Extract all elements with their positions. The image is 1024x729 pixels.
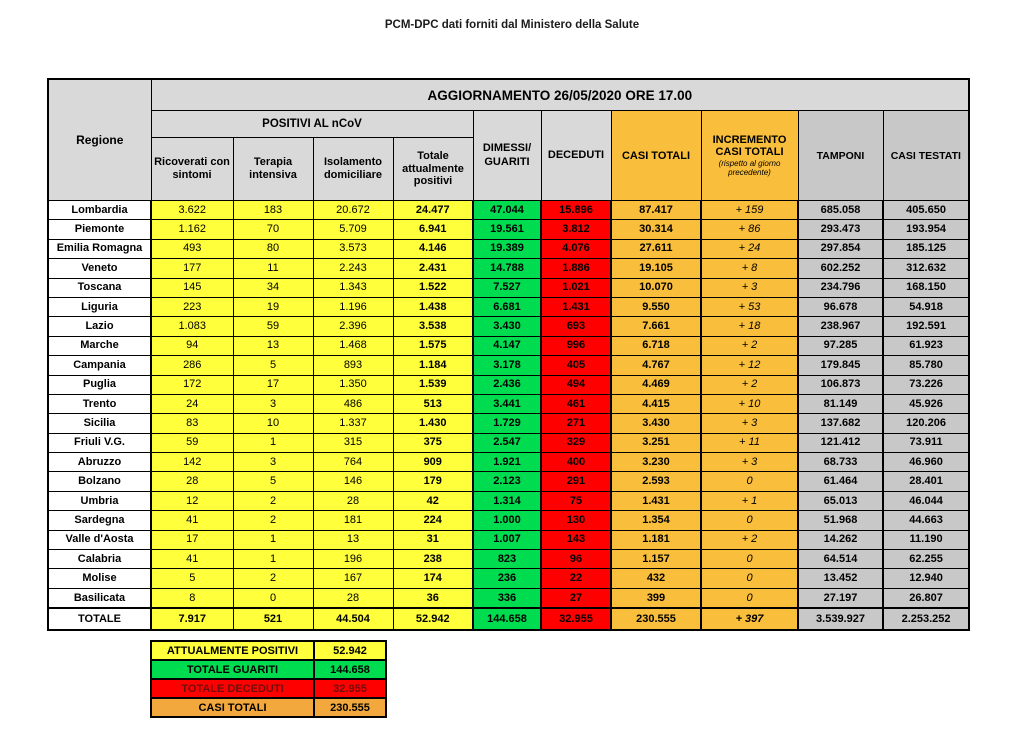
cell-totale-attualmente-positivi: 4.146 [393,239,473,258]
cell-deceduti: 461 [541,394,611,413]
cell-casi-testati: 54.918 [883,297,969,316]
table-row [48,414,969,433]
cell-regione: Campania [48,356,151,375]
header-positivi-group: POSITIVI AL nCoV [151,111,473,138]
cell-totale-attualmente-positivi: 238 [393,550,473,569]
table-row [48,278,969,297]
cell-terapia-intensiva: 2 [233,511,313,530]
cell-deceduti: 1.886 [541,259,611,278]
cell-incremento-casi-totali: + 53 [701,297,798,316]
covid-data-table [47,78,970,631]
cell-deceduti: 22 [541,569,611,588]
cell-casi-totali: 10.070 [611,278,701,297]
cell-ricoverati-con-sintomi: 172 [151,375,233,394]
cell-casi-testati: 168.150 [883,278,969,297]
cell-dimessi-guariti: 3.430 [473,317,541,336]
header-deceduti: DECEDUTI [541,111,611,201]
cell-dimessi-guariti: 1.314 [473,491,541,510]
cell-isolamento-domiciliare: 2.243 [313,259,393,278]
cell-casi-totali: 3.251 [611,433,701,452]
cell-terapia-intensiva: 1 [233,530,313,549]
table-row [48,394,969,413]
cell-totale-attualmente-positivi: 1.438 [393,297,473,316]
cell-isolamento-domiciliare: 1.337 [313,414,393,433]
cell-ricoverati-con-sintomi: 145 [151,278,233,297]
table-row [48,491,969,510]
cell-deceduti: 405 [541,356,611,375]
table-row [48,569,969,588]
cell-totale-attualmente-positivi: 31 [393,530,473,549]
cell-incremento-casi-totali: + 2 [701,336,798,355]
cell-deceduti: 130 [541,511,611,530]
cell-casi-totali: 1.354 [611,511,701,530]
cell-regione: Sicilia [48,414,151,433]
cell-casi-testati: 61.923 [883,336,969,355]
cell-incremento-casi-totali: + 1 [701,491,798,510]
cell-casi-totali: 87.417 [611,201,701,220]
summary-value-attualmente-positivi: 52.942 [314,641,386,660]
cell-casi-totali: 9.550 [611,297,701,316]
cell-regione: Calabria [48,550,151,569]
cell-tamponi: 234.796 [798,278,883,297]
cell-totale-attualmente-positivi: 6.941 [393,220,473,239]
cell-tamponi: 293.473 [798,220,883,239]
cell-terapia-intensiva: 183 [233,201,313,220]
cell-totale-attualmente-positivi: 1.184 [393,356,473,375]
cell-casi-testati: 405.650 [883,201,969,220]
cell-isolamento-domiciliare: 28 [313,588,393,608]
cell-dimessi-guariti: 1.729 [473,414,541,433]
summary-legend [150,640,387,718]
cell-casi-totali: 4.767 [611,356,701,375]
cell-casi-totali: 19.105 [611,259,701,278]
cell-ricoverati-con-sintomi: 5 [151,569,233,588]
table-row [48,317,969,336]
cell-totale-attualmente-positivi: 3.538 [393,317,473,336]
cell-terapia-intensiva: 17 [233,375,313,394]
cell-terapia-intensiva: 2 [233,491,313,510]
cell-casi-totali: 1.157 [611,550,701,569]
cell-tamponi: 14.262 [798,530,883,549]
cell-regione: Trento [48,394,151,413]
cell-tamponi: 51.968 [798,511,883,530]
cell-isolamento-domiciliare: 167 [313,569,393,588]
cell-dimessi-guariti: 6.681 [473,297,541,316]
cell-ricoverati-con-sintomi: 59 [151,433,233,452]
header-tamponi: TAMPONI [798,111,883,201]
cell-casi-totali: 6.718 [611,336,701,355]
cell-terapia-intensiva: 11 [233,259,313,278]
cell-totale-attualmente-positivi: 52.942 [393,608,473,630]
cell-dimessi-guariti: 2.547 [473,433,541,452]
cell-dimessi-guariti: 47.044 [473,201,541,220]
summary-row-totale-deceduti [151,679,386,698]
cell-tamponi: 238.967 [798,317,883,336]
cell-regione: Toscana [48,278,151,297]
cell-incremento-casi-totali: + 3 [701,278,798,297]
cell-incremento-casi-totali: + 397 [701,608,798,630]
cell-terapia-intensiva: 34 [233,278,313,297]
cell-deceduti: 15.896 [541,201,611,220]
cell-casi-totali: 3.230 [611,453,701,472]
cell-casi-totali: 432 [611,569,701,588]
cell-casi-testati: 45.926 [883,394,969,413]
cell-dimessi-guariti: 1.000 [473,511,541,530]
cell-tamponi: 64.514 [798,550,883,569]
cell-incremento-casi-totali: + 2 [701,530,798,549]
cell-ricoverati-con-sintomi: 286 [151,356,233,375]
table-row [48,201,969,220]
cell-casi-testati: 28.401 [883,472,969,491]
cell-terapia-intensiva: 5 [233,472,313,491]
cell-incremento-casi-totali: 0 [701,550,798,569]
cell-incremento-casi-totali: 0 [701,472,798,491]
cell-tamponi: 96.678 [798,297,883,316]
cell-regione: Piemonte [48,220,151,239]
cell-dimessi-guariti: 4.147 [473,336,541,355]
cell-dimessi-guariti: 3.178 [473,356,541,375]
cell-casi-totali: 2.593 [611,472,701,491]
cell-casi-totali: 30.314 [611,220,701,239]
cell-regione: Basilicata [48,588,151,608]
cell-dimessi-guariti: 19.561 [473,220,541,239]
cell-incremento-casi-totali: 0 [701,511,798,530]
cell-totale-attualmente-positivi: 909 [393,453,473,472]
cell-terapia-intensiva: 59 [233,317,313,336]
cell-casi-testati: 44.663 [883,511,969,530]
cell-totale-attualmente-positivi: 179 [393,472,473,491]
table-row [48,511,969,530]
cell-dimessi-guariti: 2.436 [473,375,541,394]
cell-casi-totali: 7.661 [611,317,701,336]
cell-isolamento-domiciliare: 44.504 [313,608,393,630]
cell-terapia-intensiva: 1 [233,550,313,569]
cell-isolamento-domiciliare: 5.709 [313,220,393,239]
cell-dimessi-guariti: 1.921 [473,453,541,472]
cell-deceduti: 494 [541,375,611,394]
summary-label-totale-deceduti: TOTALE DECEDUTI [151,679,314,698]
table-row [48,356,969,375]
cell-totale-attualmente-positivi: 513 [393,394,473,413]
cell-deceduti: 693 [541,317,611,336]
table-row [48,239,969,258]
table-row [48,530,969,549]
cell-deceduti: 1.021 [541,278,611,297]
cell-ricoverati-con-sintomi: 142 [151,453,233,472]
summary-value-totale-deceduti: 32.955 [314,679,386,698]
cell-tamponi: 3.539.927 [798,608,883,630]
cell-casi-testati: 2.253.252 [883,608,969,630]
cell-casi-testati: 62.255 [883,550,969,569]
cell-incremento-casi-totali: + 2 [701,375,798,394]
cell-isolamento-domiciliare: 764 [313,453,393,472]
cell-ricoverati-con-sintomi: 3.622 [151,201,233,220]
summary-label-casi-totali: CASI TOTALI [151,698,314,717]
cell-tamponi: 297.854 [798,239,883,258]
cell-totale-attualmente-positivi: 174 [393,569,473,588]
header-incremento-note: (rispetto al giorno precedente) [718,158,781,177]
cell-dimessi-guariti: 3.441 [473,394,541,413]
summary-value-casi-totali: 230.555 [314,698,386,717]
cell-isolamento-domiciliare: 146 [313,472,393,491]
cell-casi-totali: 4.469 [611,375,701,394]
cell-regione: Umbria [48,491,151,510]
cell-ricoverati-con-sintomi: 12 [151,491,233,510]
cell-tamponi: 68.733 [798,453,883,472]
cell-tamponi: 106.873 [798,375,883,394]
cell-casi-testati: 85.780 [883,356,969,375]
cell-isolamento-domiciliare: 1.468 [313,336,393,355]
header-aggiornamento: AGGIORNAMENTO 26/05/2020 ORE 17.00 [151,79,969,111]
table-row [48,220,969,239]
cell-terapia-intensiva: 80 [233,239,313,258]
cell-ricoverati-con-sintomi: 24 [151,394,233,413]
cell-casi-testati: 73.911 [883,433,969,452]
cell-tamponi: 61.464 [798,472,883,491]
cell-casi-testati: 193.954 [883,220,969,239]
cell-dimessi-guariti: 336 [473,588,541,608]
table-row [48,550,969,569]
header-isolamento-domiciliare: Isolamento domiciliare [313,138,393,201]
cell-totale-attualmente-positivi: 42 [393,491,473,510]
cell-isolamento-domiciliare: 486 [313,394,393,413]
cell-casi-testati: 120.206 [883,414,969,433]
cell-deceduti: 4.076 [541,239,611,258]
header-ricoverati-con-sintomi: Ricoverati con sintomi [151,138,233,201]
cell-incremento-casi-totali: + 159 [701,201,798,220]
cell-deceduti: 291 [541,472,611,491]
cell-regione: Lombardia [48,201,151,220]
header-regione: Regione [48,79,151,201]
table-row [48,375,969,394]
cell-casi-testati: 185.125 [883,239,969,258]
cell-totale-attualmente-positivi: 375 [393,433,473,452]
cell-casi-totali: 230.555 [611,608,701,630]
cell-incremento-casi-totali: + 12 [701,356,798,375]
cell-isolamento-domiciliare: 28 [313,491,393,510]
cell-incremento-casi-totali: 0 [701,569,798,588]
summary-row-casi-totali [151,698,386,717]
cell-terapia-intensiva: 3 [233,394,313,413]
cell-ricoverati-con-sintomi: 17 [151,530,233,549]
cell-ricoverati-con-sintomi: 41 [151,550,233,569]
cell-terapia-intensiva: 13 [233,336,313,355]
table-row [48,336,969,355]
cell-deceduti: 996 [541,336,611,355]
cell-terapia-intensiva: 19 [233,297,313,316]
cell-ricoverati-con-sintomi: 223 [151,297,233,316]
cell-regione: Sardegna [48,511,151,530]
cell-isolamento-domiciliare: 1.196 [313,297,393,316]
cell-regione: Molise [48,569,151,588]
cell-dimessi-guariti: 7.527 [473,278,541,297]
cell-deceduti: 75 [541,491,611,510]
cell-regione: Liguria [48,297,151,316]
page-title: PCM-DPC dati forniti dal Ministero della Salute [384,19,640,31]
cell-incremento-casi-totali: + 24 [701,239,798,258]
header-row-update [48,79,969,111]
table-row [48,297,969,316]
cell-totale-attualmente-positivi: 36 [393,588,473,608]
cell-terapia-intensiva: 10 [233,414,313,433]
cell-dimessi-guariti: 14.788 [473,259,541,278]
cell-ricoverati-con-sintomi: 41 [151,511,233,530]
cell-terapia-intensiva: 0 [233,588,313,608]
cell-regione: Abruzzo [48,453,151,472]
header-incremento-casi-totali [701,111,798,201]
cell-deceduti: 271 [541,414,611,433]
cell-isolamento-domiciliare: 1.350 [313,375,393,394]
cell-ricoverati-con-sintomi: 28 [151,472,233,491]
cell-casi-totali: 1.431 [611,491,701,510]
cell-dimessi-guariti: 1.007 [473,530,541,549]
cell-ricoverati-con-sintomi: 493 [151,239,233,258]
cell-casi-testati: 26.807 [883,588,969,608]
cell-casi-totali: 4.415 [611,394,701,413]
cell-deceduti: 27 [541,588,611,608]
header-dimessi-guariti: DIMESSI/ GUARITI [473,111,541,201]
cell-dimessi-guariti: 19.389 [473,239,541,258]
summary-row-totale-guariti [151,660,386,679]
cell-totale-attualmente-positivi: 1.575 [393,336,473,355]
cell-ricoverati-con-sintomi: 1.083 [151,317,233,336]
cell-terapia-intensiva: 521 [233,608,313,630]
cell-regione: Bolzano [48,472,151,491]
cell-deceduti: 400 [541,453,611,472]
header-incremento-line1: INCREMENTO [712,133,787,146]
cell-regione: Marche [48,336,151,355]
cell-ricoverati-con-sintomi: 8 [151,588,233,608]
cell-dimessi-guariti: 144.658 [473,608,541,630]
cell-regione: Valle d'Aosta [48,530,151,549]
cell-tamponi: 97.285 [798,336,883,355]
cell-casi-testati: 192.591 [883,317,969,336]
cell-tamponi: 179.845 [798,356,883,375]
cell-deceduti: 1.431 [541,297,611,316]
cell-regione: Puglia [48,375,151,394]
summary-label-attualmente-positivi: ATTUALMENTE POSITIVI [151,641,314,660]
cell-incremento-casi-totali: + 8 [701,259,798,278]
cell-casi-testati: 312.632 [883,259,969,278]
cell-deceduti: 143 [541,530,611,549]
cell-casi-testati: 12.940 [883,569,969,588]
table-row [48,472,969,491]
cell-totale-attualmente-positivi: 1.430 [393,414,473,433]
cell-tamponi: 602.252 [798,259,883,278]
cell-terapia-intensiva: 1 [233,433,313,452]
cell-dimessi-guariti: 2.123 [473,472,541,491]
cell-dimessi-guariti: 823 [473,550,541,569]
cell-casi-totali: 3.430 [611,414,701,433]
cell-dimessi-guariti: 236 [473,569,541,588]
cell-isolamento-domiciliare: 315 [313,433,393,452]
table-total-row [48,608,969,630]
cell-deceduti: 3.812 [541,220,611,239]
cell-ricoverati-con-sintomi: 177 [151,259,233,278]
cell-isolamento-domiciliare: 3.573 [313,239,393,258]
cell-incremento-casi-totali: 0 [701,588,798,608]
cell-regione: Emilia Romagna [48,239,151,258]
cell-isolamento-domiciliare: 13 [313,530,393,549]
cell-casi-totali: 27.611 [611,239,701,258]
cell-terapia-intensiva: 3 [233,453,313,472]
header-row-groups [48,111,969,138]
cell-terapia-intensiva: 70 [233,220,313,239]
cell-totale-attualmente-positivi: 1.539 [393,375,473,394]
table-row [48,259,969,278]
table-row [48,453,969,472]
cell-tamponi: 27.197 [798,588,883,608]
cell-terapia-intensiva: 5 [233,356,313,375]
cell-totale-attualmente-positivi: 2.431 [393,259,473,278]
cell-totale-attualmente-positivi: 224 [393,511,473,530]
cell-casi-testati: 11.190 [883,530,969,549]
table-row [48,433,969,452]
cell-ricoverati-con-sintomi: 1.162 [151,220,233,239]
cell-tamponi: 121.412 [798,433,883,452]
cell-ricoverati-con-sintomi: 94 [151,336,233,355]
cell-tamponi: 65.013 [798,491,883,510]
cell-isolamento-domiciliare: 893 [313,356,393,375]
cell-casi-totali: 1.181 [611,530,701,549]
cell-terapia-intensiva: 2 [233,569,313,588]
cell-casi-testati: 46.960 [883,453,969,472]
header-terapia-intensiva: Terapia intensiva [233,138,313,201]
cell-ricoverati-con-sintomi: 83 [151,414,233,433]
cell-tamponi: 81.149 [798,394,883,413]
cell-incremento-casi-totali: + 10 [701,394,798,413]
cell-isolamento-domiciliare: 181 [313,511,393,530]
cell-regione: Friuli V.G. [48,433,151,452]
summary-label-totale-guariti: TOTALE GUARITI [151,660,314,679]
cell-incremento-casi-totali: + 3 [701,414,798,433]
cell-totale-attualmente-positivi: 24.477 [393,201,473,220]
cell-regione: Lazio [48,317,151,336]
cell-deceduti: 329 [541,433,611,452]
cell-isolamento-domiciliare: 1.343 [313,278,393,297]
cell-ricoverati-con-sintomi: 7.917 [151,608,233,630]
cell-isolamento-domiciliare: 196 [313,550,393,569]
cell-regione: TOTALE [48,608,151,630]
cell-casi-testati: 73.226 [883,375,969,394]
cell-incremento-casi-totali: + 11 [701,433,798,452]
cell-tamponi: 137.682 [798,414,883,433]
cell-incremento-casi-totali: + 3 [701,453,798,472]
cell-isolamento-domiciliare: 20.672 [313,201,393,220]
cell-deceduti: 96 [541,550,611,569]
cell-tamponi: 685.058 [798,201,883,220]
table-row [48,588,969,608]
header-casi-totali: CASI TOTALI [611,111,701,201]
summary-value-totale-guariti: 144.658 [314,660,386,679]
cell-isolamento-domiciliare: 2.396 [313,317,393,336]
cell-deceduti: 32.955 [541,608,611,630]
cell-tamponi: 13.452 [798,569,883,588]
summary-row-attualmente-positivi [151,641,386,660]
cell-totale-attualmente-positivi: 1.522 [393,278,473,297]
cell-incremento-casi-totali: + 18 [701,317,798,336]
cell-regione: Veneto [48,259,151,278]
header-totale-attualmente-positivi: Totale attualmente positivi [393,138,473,201]
cell-incremento-casi-totali: + 86 [701,220,798,239]
header-casi-testati: CASI TESTATI [883,111,969,201]
header-incremento-line2: CASI TOTALI [715,146,784,159]
cell-casi-totali: 399 [611,588,701,608]
cell-casi-testati: 46.044 [883,491,969,510]
